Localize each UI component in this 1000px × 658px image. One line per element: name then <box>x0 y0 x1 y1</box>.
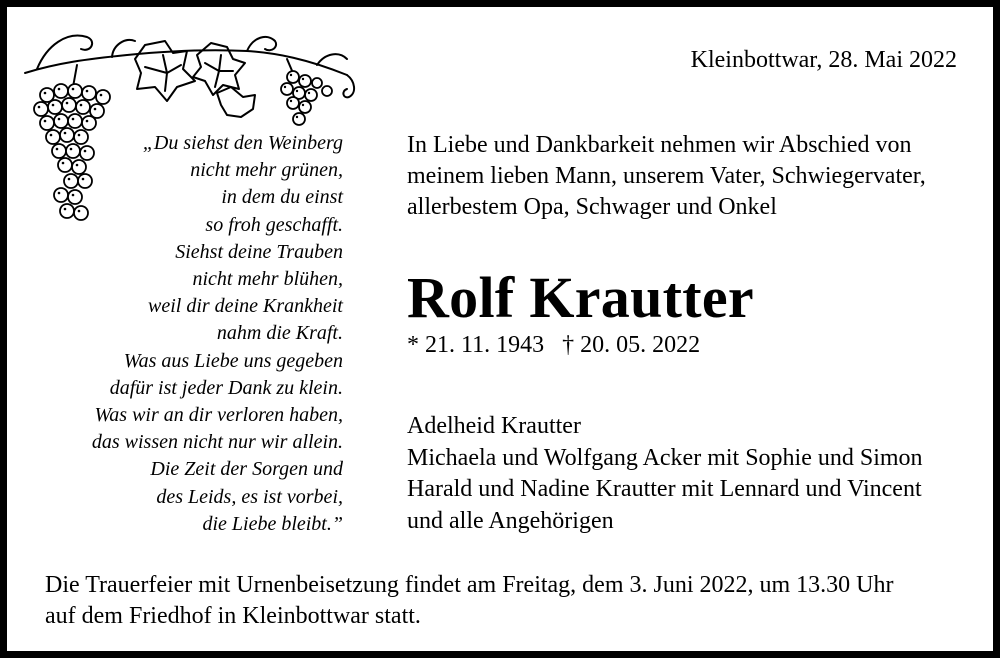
poem-line: nahm die Kraft. <box>216 322 343 345</box>
service-line: Die Trauerfeier mit Urnenbeisetzung findet am Freitag, dem 3. Juni 2022, um 13.30 Uhr <box>45 572 894 598</box>
poem-line: in dem du einst <box>221 186 343 209</box>
poem <box>27 130 343 538</box>
death-date: † 20. 05. 2022 <box>562 332 701 358</box>
poem-line: Was wir an dir verloren haben, <box>94 404 343 427</box>
deceased-name: Rolf Krautter <box>407 265 754 330</box>
family-line: Michaela und Wolfgang Acker mit Sophie und Simon <box>407 444 923 471</box>
poem-line: weil dir deine Krankheit <box>148 295 343 318</box>
family-line: Adelheid Krautter <box>407 413 581 439</box>
poem-line: so froh geschafft. <box>205 213 343 236</box>
poem-line: nicht mehr blühen, <box>192 268 343 291</box>
poem-line: Die Zeit der Sorgen und <box>150 458 343 481</box>
intro-line: allerbestem Opa, Schwager und Onkel <box>407 194 777 220</box>
birth-date: * 21. 11. 1943 <box>407 332 545 358</box>
intro-line: meinem lieben Mann, unserem Vater, Schwiegervater, <box>407 163 926 189</box>
poem-line: Siehst deine Trauben <box>175 240 343 263</box>
poem-line: die Liebe bleibt.” <box>202 512 343 535</box>
farewell-intro <box>407 130 926 223</box>
family-line: Harald und Nadine Krautter mit Lennard und Vincent <box>407 476 922 502</box>
service-line: auf dem Friedhof in Kleinbottwar statt. <box>45 603 421 629</box>
poem-line: Was aus Liebe uns gegeben <box>123 349 343 372</box>
poem-line: nicht mehr grünen, <box>190 159 343 182</box>
family-list <box>407 411 923 537</box>
poem-line: das wissen nicht nur wir allein. <box>91 431 343 454</box>
poem-line: „Du siehst den Weinberg <box>142 132 343 154</box>
place-date: Kleinbottwar, 28. Mai 2022 <box>690 47 957 73</box>
funeral-service-info <box>45 570 894 632</box>
poem-line: des Leids, es ist vorbei, <box>156 485 343 508</box>
family-line: und alle Angehörigen <box>407 507 614 534</box>
poem-line: dafür ist jeder Dank zu klein. <box>109 376 343 399</box>
intro-line: In Liebe und Dankbarkeit nehmen wir Abschied von <box>407 132 912 158</box>
life-dates <box>407 329 700 361</box>
